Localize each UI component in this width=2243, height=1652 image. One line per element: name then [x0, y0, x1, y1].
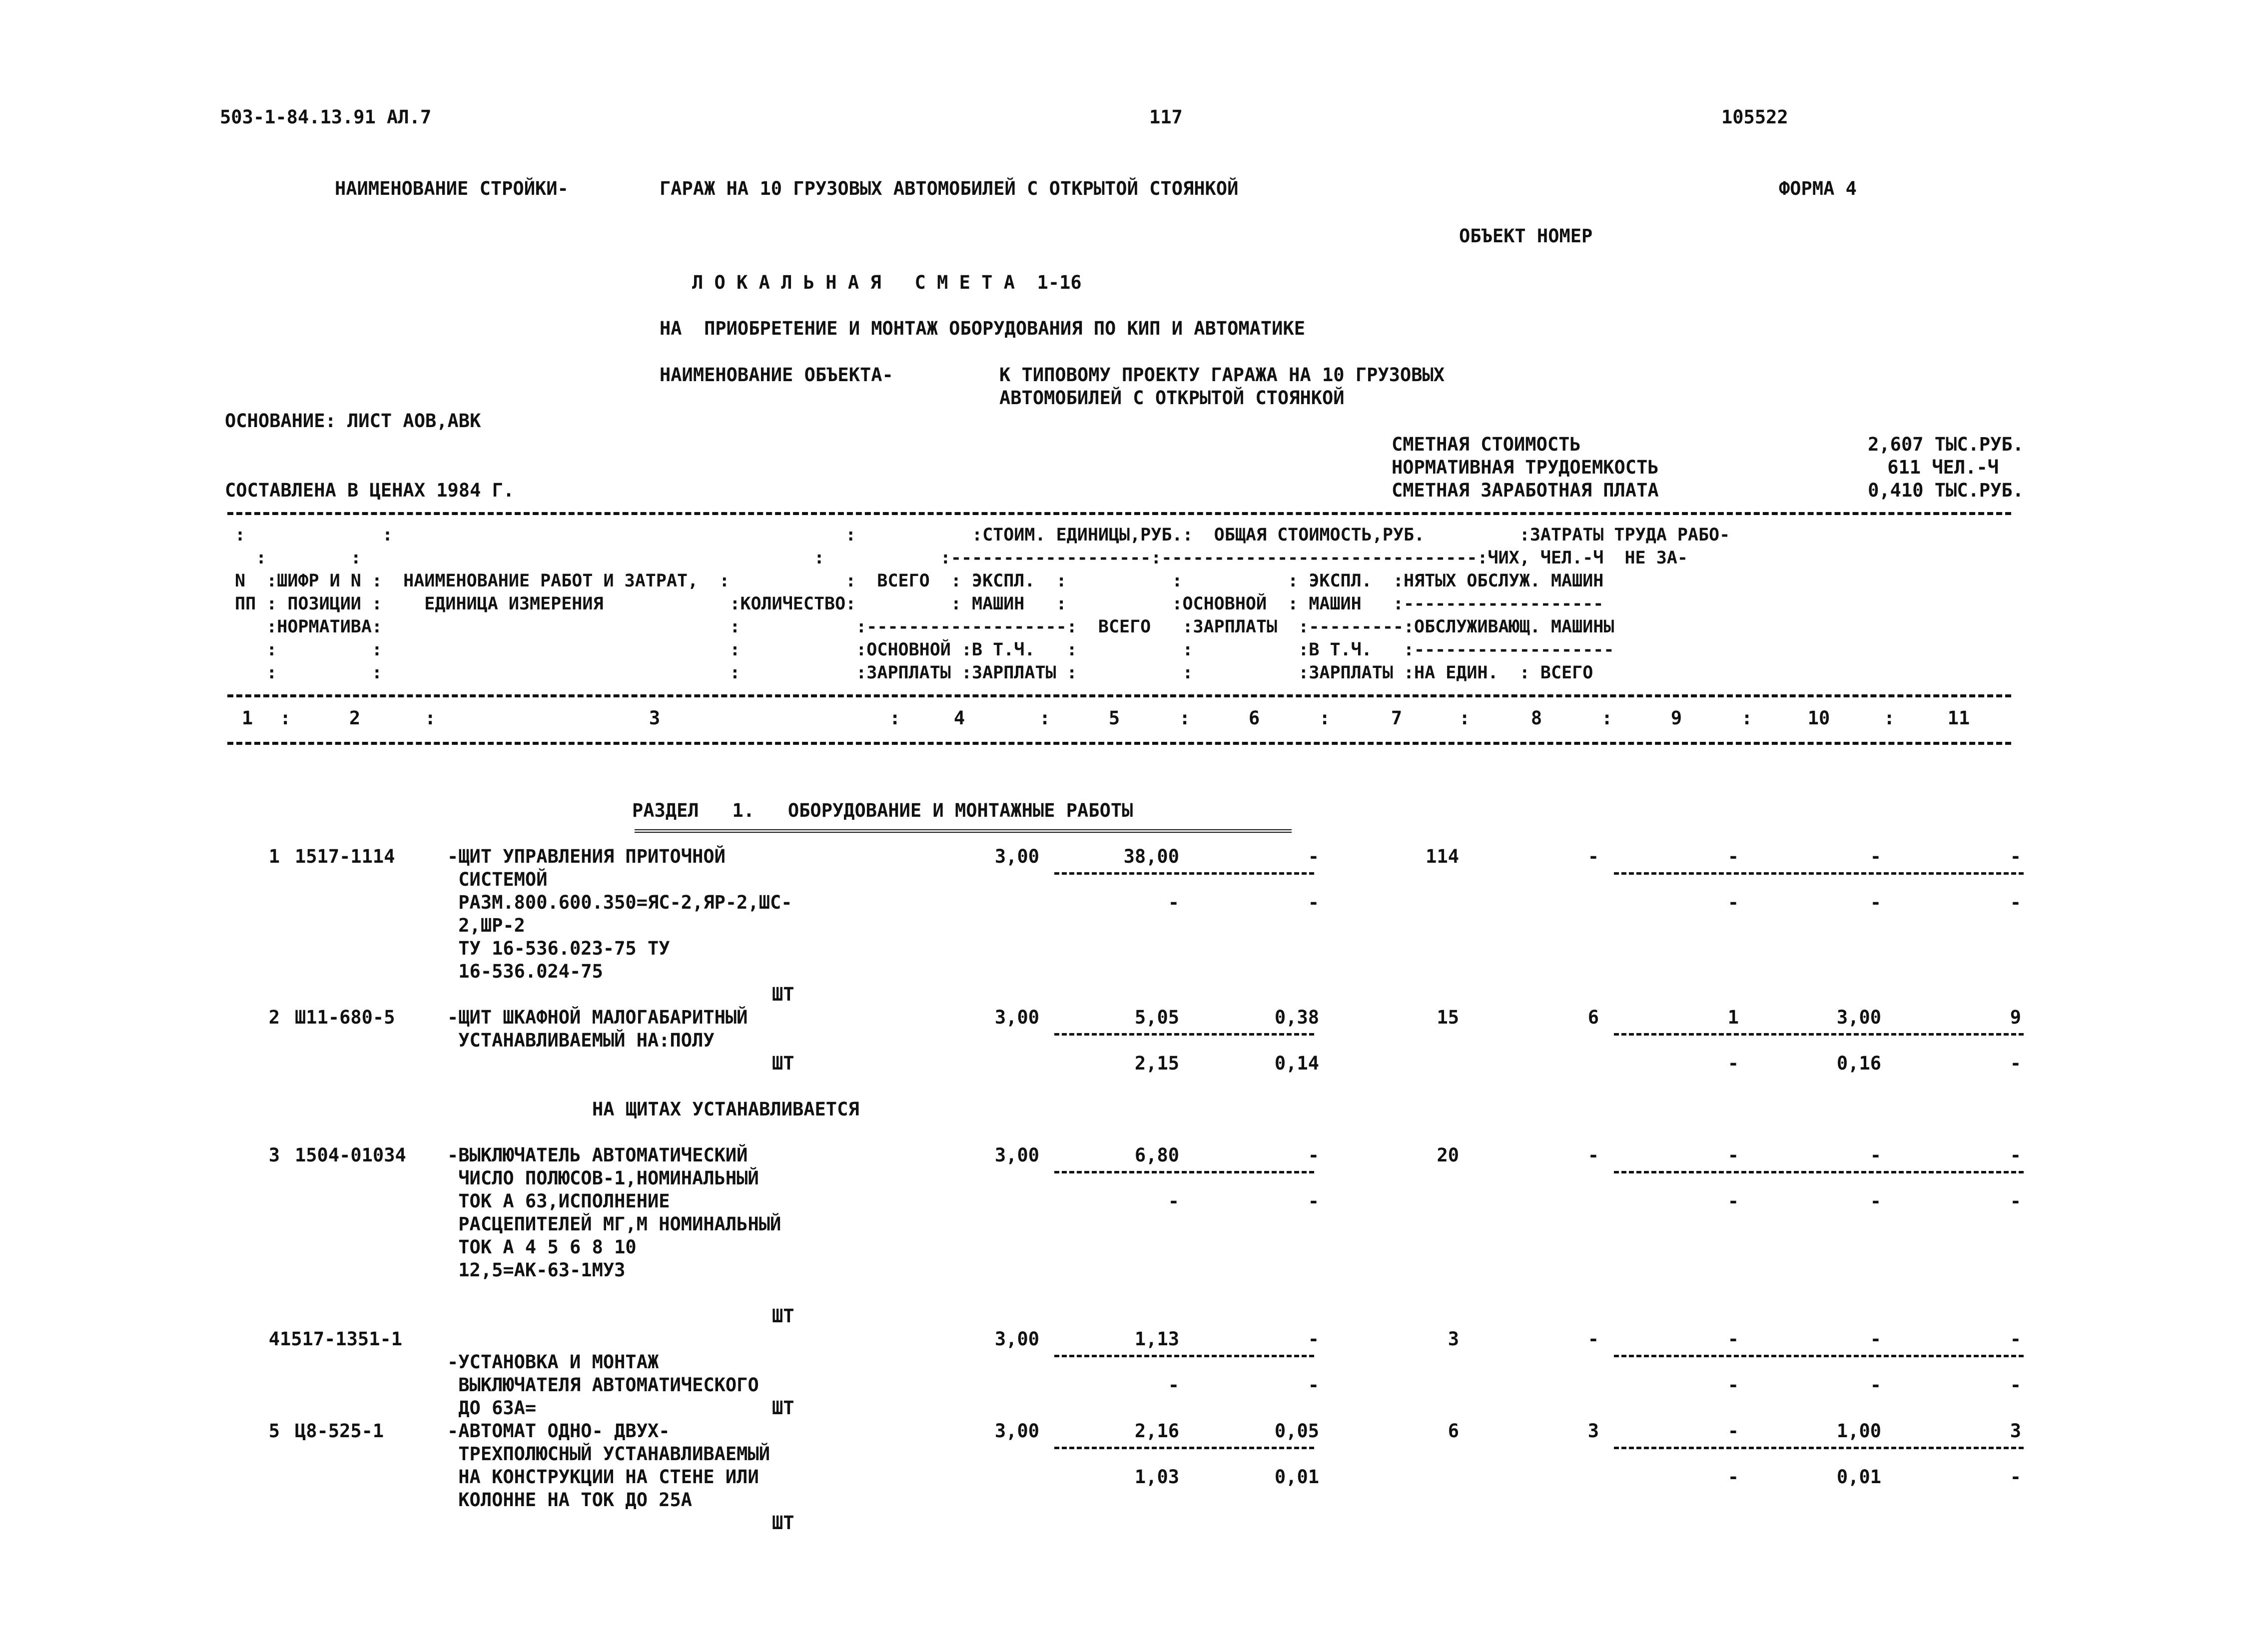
- row-number: 1: [268, 846, 280, 867]
- row-code: 1504-01034: [295, 1144, 406, 1166]
- row-c10b: -: [1870, 892, 1881, 913]
- row-code: 1517-1114: [295, 846, 395, 867]
- table-header: : : : :СТОИМ. ЕДИНИЦЫ,РУБ.: ОБЩАЯ СТОИМОСТЬ,РУБ. :ЗАТРАТЫ ТРУДА РАБО- : : : :-------------------:------------------------------:ЧИХ, ЧЕЛ.-Ч НЕ ЗА- N :ШИФР И N : НАИМЕНОВАНИЕ РАБОТ И ЗАТРАТ, : : ВСЕГО : ЭКСПЛ. : : : ЭКСПЛ. :НЯТЫХ ОБСЛУЖ. МАШИН ПП : ПОЗИЦИИ : ЕДИНИЦА ИЗМЕРЕНИЯ :КОЛИЧЕСТВО: : МАШИН : :ОСНОВНОЙ : МАШИН :------------------- :НОРМАТИВА: : :-------------------: ВСЕГО :ЗАРПЛАТЫ :---------:ОБСЛУЖИВАЮЩ. МАШИНЫ : : : :ОСНОВНОЙ :В Т.Ч. : : :В Т.Ч. :------------------- : : : :ЗАРПЛАТЫ :ЗАРПЛАТЫ : : :ЗАРПЛАТЫ :НА ЕДИН. : ВСЕГО: [235, 525, 1730, 683]
- row-unit: ШТ: [772, 1305, 794, 1327]
- row-c11: 3: [2010, 1420, 2021, 1442]
- row-unit: ШТ: [772, 984, 794, 1005]
- row-c8: -: [1587, 846, 1599, 867]
- construction-label: НАИМЕНОВАНИЕ СТРОЙКИ-: [335, 178, 569, 199]
- row-c9: -: [1727, 1328, 1739, 1350]
- row-c11b: -: [2010, 1053, 2021, 1074]
- row-c10: 1,00: [1836, 1420, 1881, 1442]
- doc-code: 503-1-84.13.91 АЛ.7: [220, 106, 432, 128]
- col-num-7: 7: [1391, 707, 1403, 729]
- summary-label-1: СМЕТНАЯ СТОИМОСТЬ: [1392, 434, 1581, 455]
- row-c11b: -: [2010, 1374, 2021, 1396]
- row-qty: 3,00: [994, 1144, 1039, 1166]
- summary-label-2: НОРМАТИВНАЯ ТРУДОЕМКОСТЬ: [1392, 457, 1659, 478]
- row-c11b: -: [2010, 1190, 2021, 1212]
- row-c6b: 0,14: [1274, 1053, 1319, 1074]
- col-num-6: 6: [1248, 707, 1260, 729]
- row-c10: -: [1870, 1328, 1881, 1350]
- col-num-11: 11: [1947, 707, 1970, 729]
- row-c6b: -: [1308, 892, 1319, 913]
- row-c6: -: [1308, 846, 1319, 867]
- section-title: РАЗДЕЛ 1. ОБОРУДОВАНИЕ И МОНТАЖНЫЕ РАБОТЫ: [632, 800, 1133, 821]
- header-rule-bottom: [227, 742, 2011, 745]
- row-c6b: -: [1308, 1374, 1319, 1396]
- row-c9: 1: [1727, 1007, 1739, 1028]
- row-c7: 15: [1437, 1007, 1459, 1028]
- page-number: 117: [1149, 106, 1183, 128]
- row-c10b: -: [1870, 1374, 1881, 1396]
- row-name: -ЩИТ УПРАВЛЕНИЯ ПРИТОЧНОЙ СИСТЕМОЙ РАЗМ.800.600.350=ЯС-2,ЯР-2,ШС- 2,ШР-2 ТУ 16-536.023-75 ТУ 16-536.024-75: [447, 846, 792, 982]
- section-underline: [635, 829, 1292, 833]
- row-c10b: -: [1870, 1190, 1881, 1212]
- header-rule-mid: [227, 694, 2011, 697]
- row-c11: 9: [2010, 1007, 2021, 1028]
- header-rule-top: [227, 512, 2011, 515]
- row-unit: ШТ: [772, 1053, 794, 1074]
- row-c5: 2,16: [1134, 1420, 1179, 1442]
- row-qty: 3,00: [994, 1007, 1039, 1028]
- row-number: 2: [268, 1007, 280, 1028]
- row-c11b: -: [2010, 892, 2021, 913]
- row-qty: 3,00: [994, 1328, 1039, 1350]
- row-c6b: 0,01: [1274, 1466, 1319, 1488]
- object-value-2: АВТОМОБИЛЕЙ С ОТКРЫТОЙ СТОЯНКОЙ: [999, 387, 1345, 409]
- row-c11b: -: [2010, 1466, 2021, 1488]
- row-c6: -: [1308, 1144, 1319, 1166]
- row-code: 1517-1351-1: [280, 1328, 403, 1350]
- form-label: ФОРМА 4: [1779, 178, 1857, 199]
- row-c7: 6: [1448, 1420, 1459, 1442]
- row-code: Ц8-525-1: [295, 1420, 384, 1442]
- row-c8: -: [1587, 1328, 1599, 1350]
- col-num-4: 4: [953, 707, 965, 729]
- price-basis: СОСТАВЛЕНА В ЦЕНАХ 1984 Г.: [225, 480, 515, 501]
- row-c6: 0,38: [1274, 1007, 1319, 1028]
- row-c5b: -: [1168, 892, 1179, 913]
- row-c9: -: [1727, 846, 1739, 867]
- row-c9b: -: [1727, 1466, 1739, 1488]
- row-c10b: 0,01: [1836, 1466, 1881, 1488]
- row-c11: -: [2010, 846, 2021, 867]
- row-c8: 6: [1587, 1007, 1599, 1028]
- row-c9b: -: [1727, 1374, 1739, 1396]
- row-c10: -: [1870, 1144, 1881, 1166]
- row-name: -АВТОМАТ ОДНО- ДВУХ- ТРЕХПОЛЮСНЫЙ УСТАНАВЛИВАЕМЫЙ НА КОНСТРУКЦИИ НА СТЕНЕ ИЛИ КОЛОННЕ НА ТОК ДО 25А: [447, 1420, 770, 1511]
- row-c5: 38,00: [1123, 846, 1179, 867]
- row-c5b: -: [1168, 1190, 1179, 1212]
- object-value-1: К ТИПОВОМУ ПРОЕКТУ ГАРАЖА НА 10 ГРУЗОВЫХ: [999, 364, 1445, 386]
- doc-number: 105522: [1721, 106, 1788, 128]
- row-unit: ШТ: [772, 1397, 794, 1419]
- row-c10: -: [1870, 846, 1881, 867]
- basis: ОСНОВАНИЕ: ЛИСТ АОВ,АВК: [225, 410, 481, 432]
- estimate-title: Л О К А Л Ь Н А Я С М Е Т А 1-16: [692, 272, 1082, 293]
- object-number-label: ОБЪЕКТ НОМЕР: [1459, 225, 1593, 247]
- estimate-subtitle: НА ПРИОБРЕТЕНИЕ И МОНТАЖ ОБОРУДОВАНИЯ ПО КИП И АВТОМАТИКЕ: [660, 318, 1306, 339]
- row-number: 3: [268, 1144, 280, 1166]
- row-c5b: 1,03: [1134, 1466, 1179, 1488]
- row-c11: -: [2010, 1328, 2021, 1350]
- row-c8: -: [1587, 1144, 1599, 1166]
- col-num-1: 1: [241, 707, 253, 729]
- construction-value: ГАРАЖ НА 10 ГРУЗОВЫХ АВТОМОБИЛЕЙ С ОТКРЫТОЙ СТОЯНКОЙ: [660, 178, 1239, 199]
- col-num-10: 10: [1807, 707, 1830, 729]
- row-c5b: 2,15: [1134, 1053, 1179, 1074]
- row-number: 5: [268, 1420, 280, 1442]
- row-c5: 5,05: [1134, 1007, 1179, 1028]
- row-c9: -: [1727, 1144, 1739, 1166]
- row-c6b: -: [1308, 1190, 1319, 1212]
- row-c8: 3: [1587, 1420, 1599, 1442]
- row-c10: 3,00: [1836, 1007, 1881, 1028]
- row-c9b: -: [1727, 892, 1739, 913]
- col-num-9: 9: [1670, 707, 1682, 729]
- row-c7: 114: [1426, 846, 1459, 867]
- row-unit: ШТ: [772, 1512, 794, 1534]
- row-name: -УСТАНОВКА И МОНТАЖ ВЫКЛЮЧАТЕЛЯ АВТОМАТИЧЕСКОГО ДО 63А=: [447, 1351, 759, 1419]
- row-c5: 6,80: [1134, 1144, 1179, 1166]
- row-name: -ВЫКЛЮЧАТЕЛЬ АВТОМАТИЧЕСКИЙ ЧИСЛО ПОЛЮСОВ-1,НОМИНАЛЬНЫЙ ТОК А 63,ИСПОЛНЕНИЕ РАСЦЕПИТЕЛЕЙ МГ,М НОМИНАЛЬНЫЙ ТОК А 4 5 6 8 10 12,5=АК-63-1МУЗ: [447, 1144, 781, 1281]
- row-c10b: 0,16: [1836, 1053, 1881, 1074]
- row-code: Ш11-680-5: [295, 1007, 395, 1028]
- row-c9: -: [1727, 1420, 1739, 1442]
- col-num-2: 2: [349, 707, 361, 729]
- summary-value-3: 0,410 ТЫС.РУБ.: [1868, 480, 2024, 501]
- row-c6: -: [1308, 1328, 1319, 1350]
- row-c11: -: [2010, 1144, 2021, 1166]
- col-num-5: 5: [1108, 707, 1120, 729]
- col-num-3: 3: [649, 707, 661, 729]
- summary-value-1: 2,607 ТЫС.РУБ.: [1868, 434, 2024, 455]
- row-number: 4: [268, 1328, 280, 1350]
- row-c7: 20: [1437, 1144, 1459, 1166]
- row-c5: 1,13: [1134, 1328, 1179, 1350]
- subheading: НА ЩИТАХ УСТАНАВЛИВАЕТСЯ: [592, 1099, 859, 1120]
- row-c9b: -: [1727, 1053, 1739, 1074]
- row-c5b: -: [1168, 1374, 1179, 1396]
- row-c6: 0,05: [1274, 1420, 1319, 1442]
- summary-label-3: СМЕТНАЯ ЗАРАБОТНАЯ ПЛАТА: [1392, 480, 1659, 501]
- object-label: НАИМЕНОВАНИЕ ОБЪЕКТА-: [660, 364, 893, 386]
- row-c7: 3: [1448, 1328, 1459, 1350]
- row-qty: 3,00: [994, 846, 1039, 867]
- summary-value-2: 611 ЧЕЛ.-Ч: [1887, 457, 1999, 478]
- col-num-8: 8: [1530, 707, 1542, 729]
- row-name: -ЩИТ ШКАФНОЙ МАЛОГАБАРИТНЫЙ УСТАНАВЛИВАЕМЫЙ НА:ПОЛУ: [447, 1007, 748, 1051]
- row-c9b: -: [1727, 1190, 1739, 1212]
- row-qty: 3,00: [994, 1420, 1039, 1442]
